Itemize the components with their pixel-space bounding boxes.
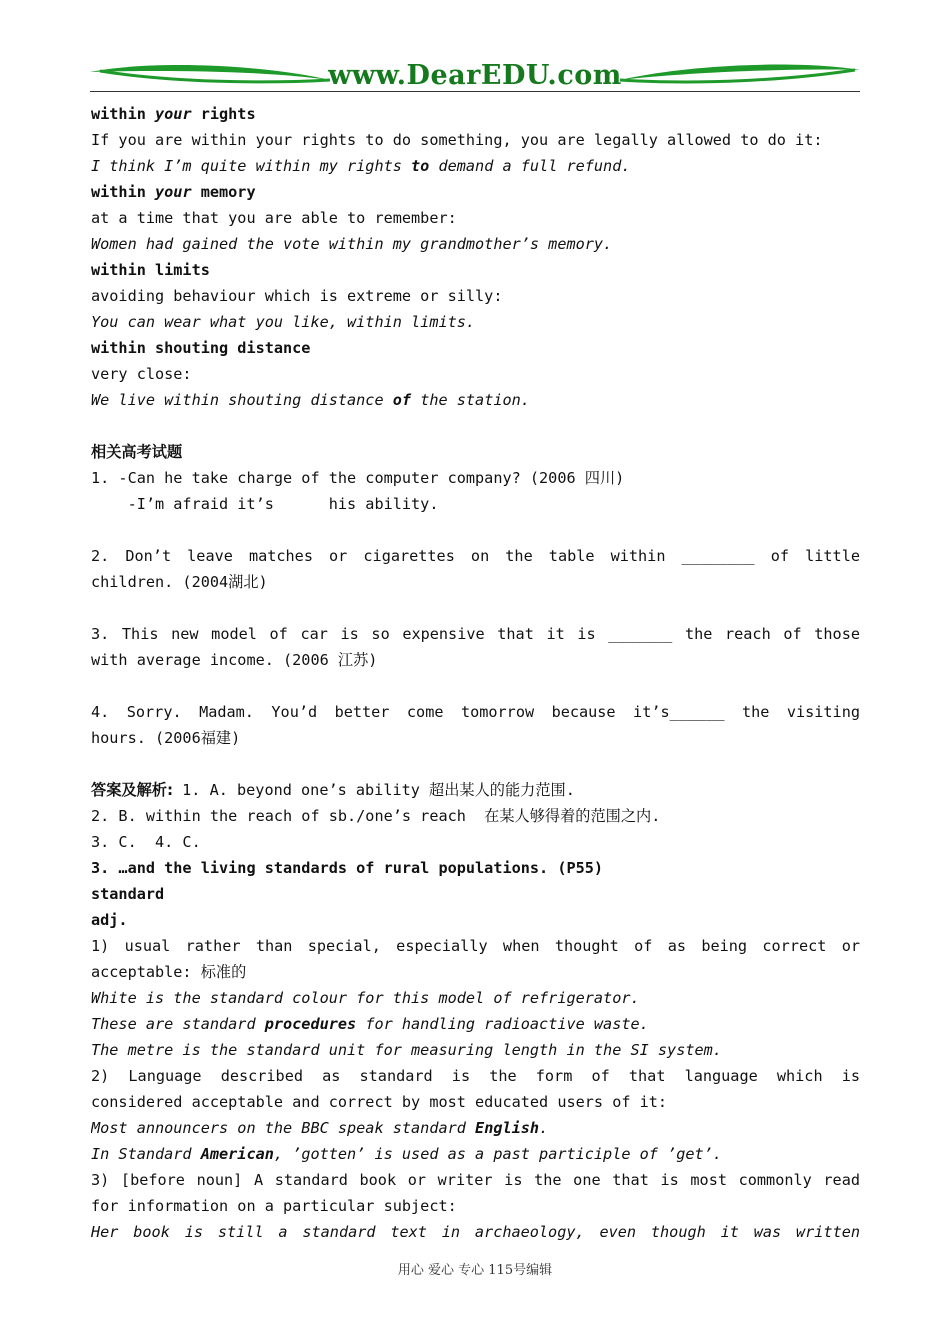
- definition-line2: for information on a particular subject:: [91, 1197, 457, 1215]
- question-3-line2: with average income. (2006 江苏): [91, 651, 378, 669]
- phrase-heading: within your memory: [91, 183, 256, 201]
- example: Women had gained the vote within my grandmother’s memory.: [91, 235, 613, 253]
- question-1: 1. -Can he take charge of the computer company? (2006 四川): [91, 469, 625, 487]
- example: The metre is the standard unit for measuring length in the SI system.: [91, 1041, 722, 1059]
- definition: 3) [before noun] A standard book or writer is the one that is most commonly read: [91, 1171, 860, 1189]
- answer-2: 2. B. within the reach of sb./one’s reach 在某人够得着的范围之内.: [91, 807, 661, 825]
- subsection-heading: 3. …and the living standards of rural populations. (P55): [91, 859, 604, 877]
- question-4: 4. Sorry. Madam. You’d better come tomorrow because it’s______ the visiting: [91, 703, 860, 721]
- example: White is the standard colour for this model of refrigerator.: [91, 989, 640, 1007]
- site-brand: www.DearEDU.com: [328, 60, 622, 91]
- definition: avoiding behaviour which is extreme or silly:: [91, 287, 503, 305]
- example: We live within shouting distance of the station.: [91, 391, 530, 409]
- example: Most announcers on the BBC speak standard English.: [91, 1119, 549, 1137]
- document-body: [91, 101, 860, 1245]
- definition: at a time that you are able to remember:: [91, 209, 457, 227]
- example: Her book is still a standard text in archaeology, even though it was written: [91, 1223, 860, 1241]
- example: I think I’m quite within my rights to demand a full refund.: [91, 157, 631, 175]
- section-title: 相关高考试题: [91, 443, 183, 461]
- definition: 1) usual rather than special, especially when thought of as being correct or: [91, 937, 860, 955]
- definition: very close:: [91, 365, 192, 383]
- phrase-heading: within limits: [91, 261, 210, 279]
- question-2-line2: children. (2004湖北): [91, 573, 268, 591]
- question-2: 2. Don’t leave matches or cigarettes on the table within ________ of little: [91, 547, 860, 565]
- definition-line2: acceptable: 标准的: [91, 963, 247, 981]
- example: In Standard American, ’gotten’ is used as a past participle of ’get’.: [91, 1145, 722, 1163]
- part-of-speech: adj.: [91, 911, 128, 929]
- example: You can wear what you like, within limits.: [91, 313, 476, 331]
- definition-line2: considered acceptable and correct by most educated users of it:: [91, 1093, 668, 1111]
- header-divider: [90, 91, 860, 92]
- question-3-options: [91, 673, 860, 699]
- answer-3: 3. C. 4. C.: [91, 833, 201, 851]
- phrase-heading: within your rights: [91, 105, 256, 123]
- definition: 2) Language described as standard is the form of that language which is: [91, 1067, 860, 1085]
- example: These are standard procedures for handling radioactive waste.: [91, 1015, 649, 1033]
- definition: If you are within your rights to do something, you are legally allowed to do it:: [91, 131, 823, 149]
- question-1-line2: -I’m afraid it’s his ability.: [91, 495, 439, 513]
- question-2-options: [91, 595, 860, 621]
- headword: standard: [91, 885, 165, 903]
- question-4-line2: hours. (2006福建): [91, 729, 241, 747]
- question-4-options: [91, 751, 860, 777]
- question-1-options: [91, 517, 860, 543]
- phrase-heading: within shouting distance: [91, 339, 311, 357]
- answer-1: 答案及解析: 1. A. beyond one’s ability 超出某人的能力范围.: [91, 781, 575, 799]
- page-footer: 用心 爱心 专心 115号编辑: [397, 1263, 553, 1278]
- question-3: 3. This new model of car is so expensive that it is _______ the reach of those: [91, 625, 860, 643]
